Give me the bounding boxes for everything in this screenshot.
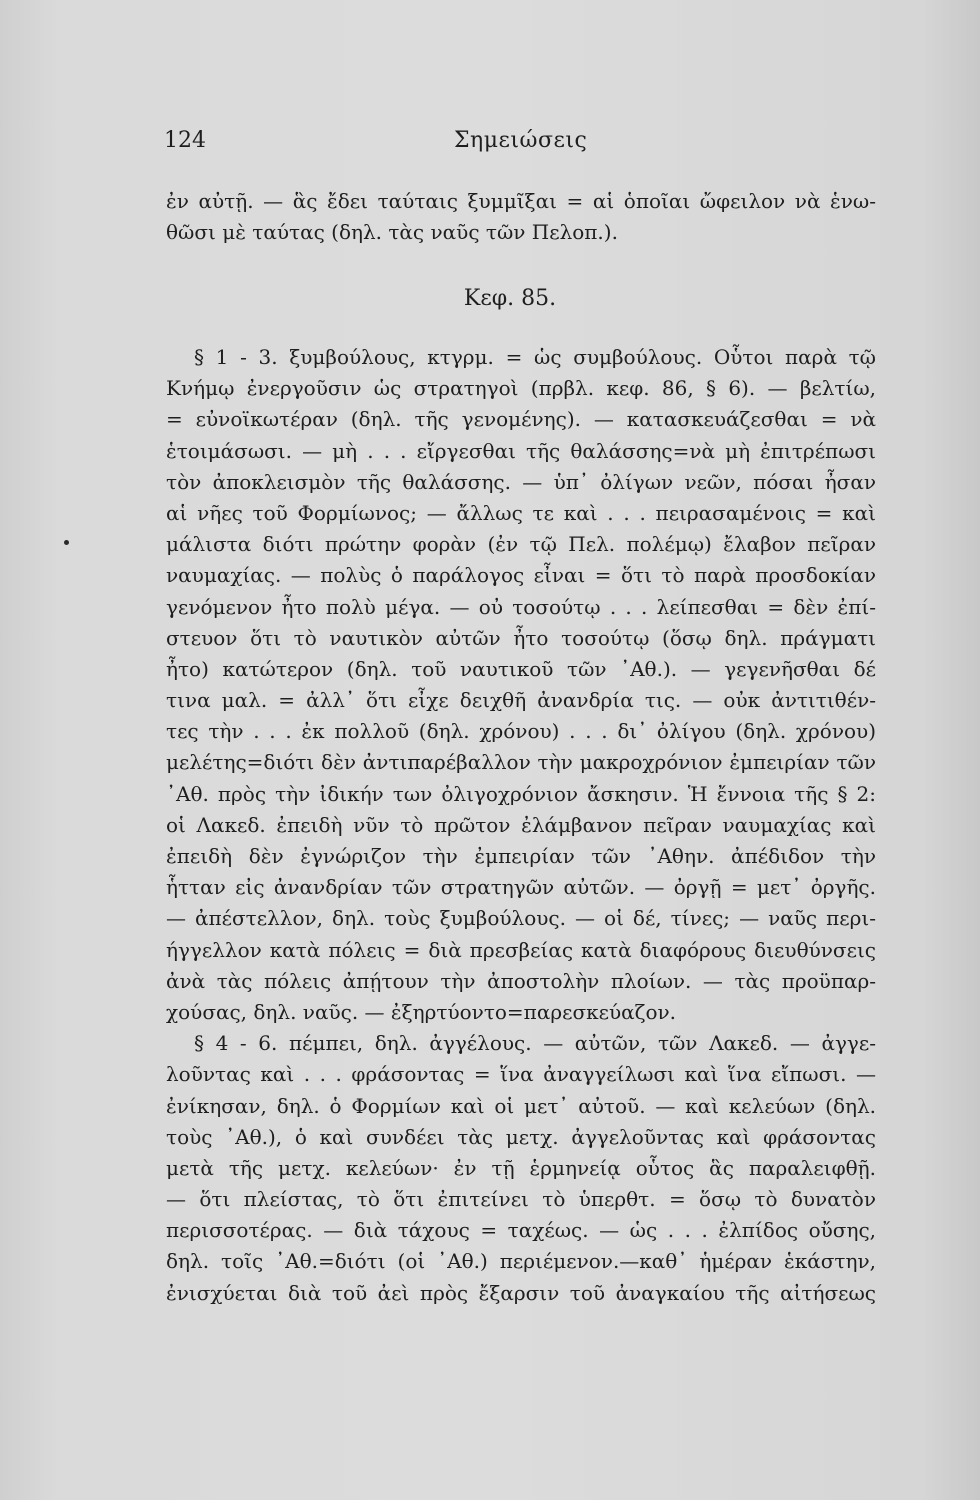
text-line: οἱ Λακεδ. ἐπειδὴ νῦν τὸ πρῶτον ἐλάμβανον πεῖραν ναυμαχίας καὶ	[166, 812, 876, 837]
intro-paragraph	[166, 186, 876, 248]
text-line: ᾿Αθ. πρὸς τὴν ἰδικήν των ὀλιγοχρόνιον ἄσκησιν. Ἡ ἔννοια τῆς § 2:	[166, 781, 876, 806]
text-line: μάλιστα διότι πρώτην φορὰν (ἐν τῷ Πελ. πολέμῳ) ἔλαβον πεῖραν	[166, 532, 876, 557]
text-line: ναυμαχίας. — πολὺς ὁ παράλογος εἶναι = ὅτι τὸ παρὰ προσδοκίαν	[166, 563, 876, 588]
text-line: μετὰ τῆς μετχ. κελεύων· ἐν τῇ ἑρμηνείᾳ οὗτος ἃς παραλειφθῇ.	[166, 1155, 876, 1180]
ink-speck	[64, 540, 69, 545]
text-line: = εὐνοϊκωτέραν (δηλ. τῆς γενομένης). — κατασκευάζεσθαι = νὰ	[166, 407, 876, 432]
text-line: — ἀπέστελλον, δηλ. τοὺς ξυμβούλους. — οἱ δέ, τίνες; — ναῦς περι-	[166, 906, 876, 931]
text-line: στευον ὅτι τὸ ναυτικὸν αὐτῶν ἦτο τοσούτῳ (ὅσῳ δηλ. πράγματι	[166, 625, 876, 650]
running-title: Σημειώσεις	[454, 128, 588, 153]
text-line: τινα μαλ. = ἀλλ᾿ ὅτι εἶχε δειχθῆ ἀνανδρία τις. — οὐκ ἀντιτιθέν-	[166, 688, 876, 713]
text-line: ἦτο) κατώτερον (δηλ. τοῦ ναυτικοῦ τῶν ᾿Αθ.). — γεγενῆσθαι δέ	[166, 656, 876, 681]
text-line: ἐνισχύεται διὰ τοῦ ἀεὶ πρὸς ἔξαρσιν τοῦ ἀναγκαίου τῆς αἰτήσεως	[166, 1280, 876, 1305]
text-line: Κνήμῳ ἐνεργοῦσιν ὡς στρατηγοὶ (πρβλ. κεφ. 86, § 6). — βελτίω,	[166, 376, 876, 401]
page-header	[164, 128, 874, 158]
text-line: γενόμενον ἦτο πολὺ μέγα. — οὐ τοσούτῳ . . . λείπεσθαι = δὲν ἐπί-	[166, 594, 876, 619]
text-line: — ὅτι πλείστας, τὸ ὅτι ἐπιτείνει τὸ ὑπερθτ. = ὅσῳ τὸ δυνατὸν	[166, 1187, 876, 1212]
text-line: ἐνίκησαν, δηλ. ὁ Φορμίων καὶ οἱ μετ᾿ αὐτοῦ. — καὶ κελεύων (δηλ.	[166, 1093, 876, 1118]
text-line: ἑτοιμάσωσι. — μὴ . . . εἴργεσθαι τῆς θαλάσσης=νὰ μὴ ἐπιτρέπωσι	[166, 438, 876, 463]
text-line: χούσας, δηλ. ναῦς. — ἐξηρτύοντο=παρεσκεύαζον.	[166, 999, 677, 1024]
text-line: λοῦντας καὶ . . . φράσοντας = ἵνα ἀναγγείλωσι καὶ ἵνα εἴπωσι. —	[166, 1062, 876, 1087]
text-line: μελέτης=διότι δὲν ἀντιπαρέβαλλον τὴν μακροχρόνιον ἐμπειρίαν τῶν	[166, 750, 876, 775]
text-line: αἱ νῆες τοῦ Φορμίωνος; — ἄλλως τε καὶ . . . πειρασαμένοις = καὶ	[166, 500, 876, 525]
page-number: 124	[164, 128, 206, 153]
text-line: ήγγελλον κατὰ πόλεις = διὰ πρεσβείας κατὰ διαφόρους διευθύνσεις	[166, 937, 876, 962]
commentary-body	[166, 342, 876, 1309]
text-line: θῶσι μὲ ταύτας (δηλ. τὰς ναῦς τῶν Πελοπ.).	[166, 220, 618, 245]
text-line: § 1 - 3. ξυμβούλους, κτγρμ. = ὡς συμβούλους. Οὗτοι παρὰ τῷ	[194, 345, 876, 369]
chapter-heading: Κεφ. 85.	[463, 286, 557, 311]
text-line: τες τὴν . . . ἐκ πολλοῦ (δηλ. χρόνου) . . . δι᾿ ὀλίγου (δηλ. χρόνου)	[166, 719, 876, 744]
text-line: ἐν αὐτῇ. — ἃς ἔδει ταύταις ξυμμῖξαι = αἱ ὁποῖαι ὤφειλον νὰ ἑνω-	[166, 189, 876, 213]
text-line: ἐπειδὴ δὲν ἐγνώριζον τὴν ἐμπειρίαν τῶν ᾿Αθην. ἀπέδιδον τὴν	[166, 844, 876, 868]
text-line: τὸν ἀποκλεισμὸν τῆς θαλάσσης. — ὑπ᾿ ὀλίγων νεῶν, πόσαι ἦσαν	[166, 469, 876, 494]
text-line: περισσοτέρας. — διὰ τάχους = ταχέως. — ὡς . . . ἐλπίδος οὔσης,	[166, 1218, 876, 1243]
text-line: § 4 - 6. πέμπει, δηλ. ἀγγέλους. — αὐτῶν, τῶν Λακεδ. — ἀγγε-	[194, 1031, 876, 1056]
text-line: δηλ. τοῖς ᾿Αθ.=διότι (οἱ ᾿Αθ.) περιέμενον.—καθ᾿ ἡμέραν ἑκάστην,	[166, 1249, 876, 1274]
text-line: ἀνὰ τὰς πόλεις ἀπῄτουν τὴν ἀποστολὴν πλοίων. — τὰς προϋπαρ-	[166, 968, 876, 993]
text-line: ἧτταν εἰς ἀνανδρίαν τῶν στρατηγῶν αὐτῶν. — ὀργῇ = μετ᾿ ὀργῆς.	[166, 875, 876, 900]
text-line: τοὺς ᾿Αθ.), ὁ καὶ συνδέει τὰς μετχ. ἀγγελοῦντας καὶ φράσοντας	[166, 1124, 876, 1149]
